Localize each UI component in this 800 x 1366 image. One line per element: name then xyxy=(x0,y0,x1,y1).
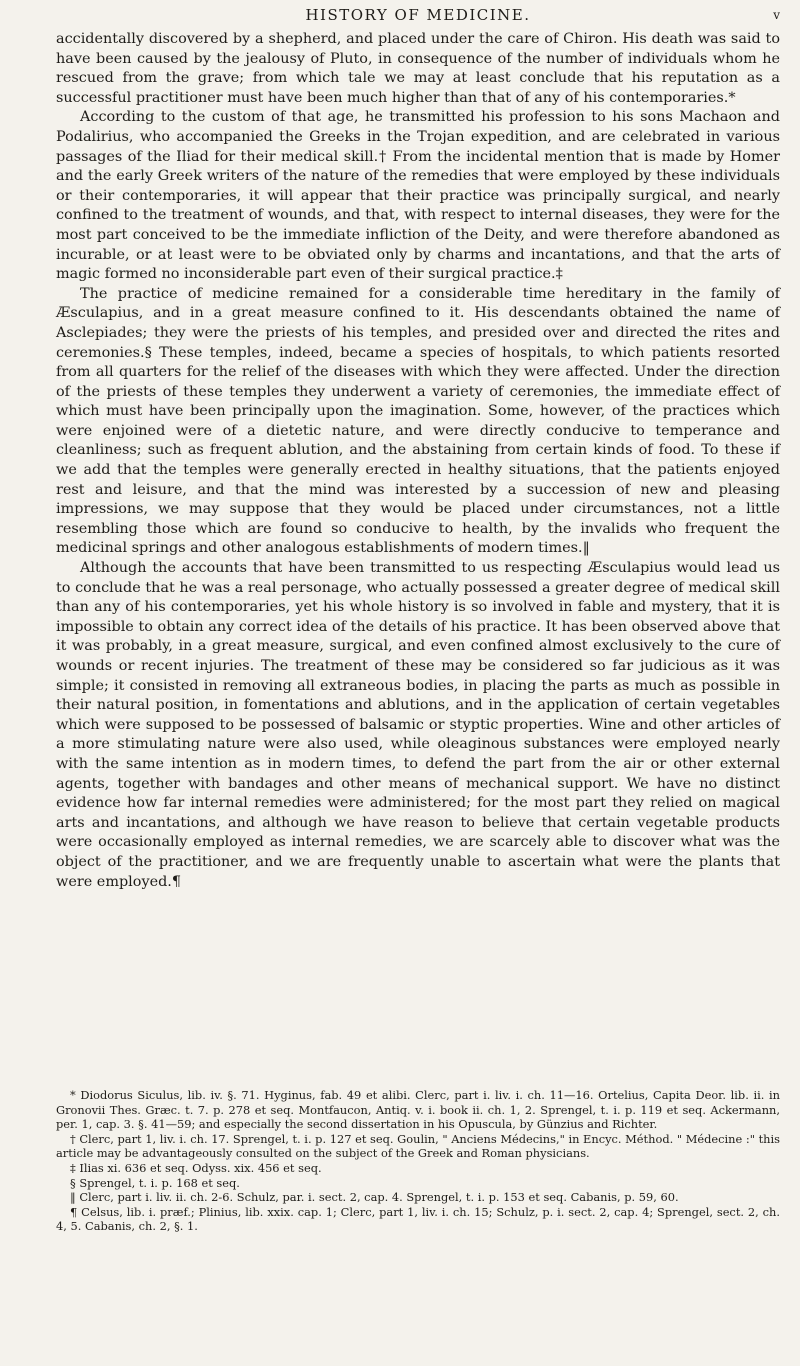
footnote: ¶ Celsus, lib. i. præf.; Plinius, lib. xxix. cap. 1; Clerc, part 1, liv. i. ch. 15; Schulz, p. i. sect. 2, cap. 4; Sprengel, sect. 2, ch. 4, 5. Cabanis, ch. 2, §. 1. xyxy=(56,1204,780,1234)
paragraph-continued: accidentally discovered by a shepherd, and placed under the care of Chiron. His death was said to have been caused by the jealousy of Pluto, in consequence of the number of individuals whom he rescued from the grave; from which tale we may at least conclude that his reputation as a successful practitioner must have been much higher than that of any of his contemporaries.* xyxy=(56,31,780,106)
page-number: v xyxy=(773,8,780,22)
page-header xyxy=(56,6,780,28)
paragraph: The practice of medicine remained for a considerable time hereditary in the family of Æsculapius, and in a great measure confined to it. His descendants obtained the name of Asclepiades; they were the priests of his temples, and presided over and directed the rites and ceremonies.§ These temples, indeed, became a species of hospitals, to which patients resorted from all quarters for the relief of the diseases with which they were affected. Under the direction of the priests of these temples they underwent a variety of ceremonies, the immediate effect of which must have been principally upon the imagination. Some, however, of the practices which were enjoined were of a dietetic nature, and were directly conducive to temperance and cleanliness; such as frequent ablution, and the abstaining from certain kinds of food. To these if we add that the temples were generally erected in healthy situations, that the patients enjoyed rest and leisure, and that the mind was interested by a succession of new and pleasing impressions, we may suppose that they would be placed under circumstances, not a little resembling those which are found so conducive to health, by the invalids who frequent the medicinal springs and other analogous establishments of modern times.‖ xyxy=(56,285,780,557)
running-title: HISTORY OF MEDICINE. xyxy=(305,6,531,24)
paragraph: According to the custom of that age, he transmitted his profession to his sons Machaon and Podalirius, who accompanied the Greeks in the Trojan expedition, and are celebrated in various passages of the Iliad for their medical skill.† From the incidental mention that is made by Homer and the early Greek writers of the nature of the remedies that were employed by these individuals or their contemporaries, it will appear that their practice was principally surgical, and nearly confined to the treatment of wounds, and that, with respect to internal diseases, they were for the most part conceived to be the immediate infliction of the Deity, and were therefore abandoned as incurable, or at least were to be obviated only by charms and incantations, and that the arts of magic formed no inconsiderable part even of their surgical practice.‡ xyxy=(56,109,780,283)
footnote: ‡ Ilias xi. 636 et seq. Odyss. xix. 456 et seq. xyxy=(70,1160,322,1175)
main-text xyxy=(56,30,780,892)
footnote: ‖ Clerc, part i. liv. ii. ch. 2-6. Schulz, par. i. sect. 2, cap. 4. Sprengel, t. i. p. 153 et seq. Cabanis, p. 59, 60. xyxy=(70,1190,679,1205)
paragraph: Although the accounts that have been transmitted to us respecting Æsculapius would lead us to conclude that he was a real personage, who actually possessed a greater degree of medical skill than any of his contemporaries, yet his whole history is so involved in fable and mystery, that it is impossible to obtain any correct idea of the details of his practice. It has been observed above that it was probably, in a great measure, surgical, and even confined almost exclusively to the cure of wounds or recent injuries. The treatment of these may be considered so far judicious as it was simple; it consisted in removing all extraneous bodies, in placing the parts as much as possible in their natural position, in fomentations and ablutions, and in the application of certain vegetables which were supposed to be possessed of balsamic or styptic properties. Wine and other articles of a more stimulating nature were also used, while oleaginous substances were employed nearly with the same intention as in modern times, to defend the part from the air or other external agents, together with bandages and other means of mechanical support. We have no distinct evidence how far internal remedies were administered; for the most part they relied on magical arts and incantations, and although we have reason to believe that certain vegetable products were occasionally employed as internal remedies, we are scarcely able to discover what was the object of the practitioner, and we are frequently unable to ascertain what were the plants that were employed.¶ xyxy=(56,560,780,890)
footnotes xyxy=(56,1088,780,1234)
footnote: † Clerc, part 1, liv. i. ch. 17. Sprengel, t. i. p. 127 et seq. Goulin, " Anciens Médecins," in Encyc. Méthod. " Médecine :" this article may be advantageously consulted on the subject of the Greek and Roman physicians. xyxy=(56,1131,780,1161)
footnote: § Sprengel, t. i. p. 168 et seq. xyxy=(70,1175,240,1190)
footnote: * Diodorus Siculus, lib. iv. §. 71. Hyginus, fab. 49 et alibi. Clerc, part i. liv. i. ch. 11—16. Ortelius, Capita Deor. lib. ii. in Gronovii Thes. Græc. t. 7. p. 278 et seq. Montfaucon, Antiq. v. i. book ii. ch. 1, 2. Sprengel, t. i. p. 119 et seq. Ackermann, per. 1, cap. 3. §. 41—59; and especially the second dissertation in his Opuscula, by Günzius and Richter. xyxy=(56,1088,780,1132)
